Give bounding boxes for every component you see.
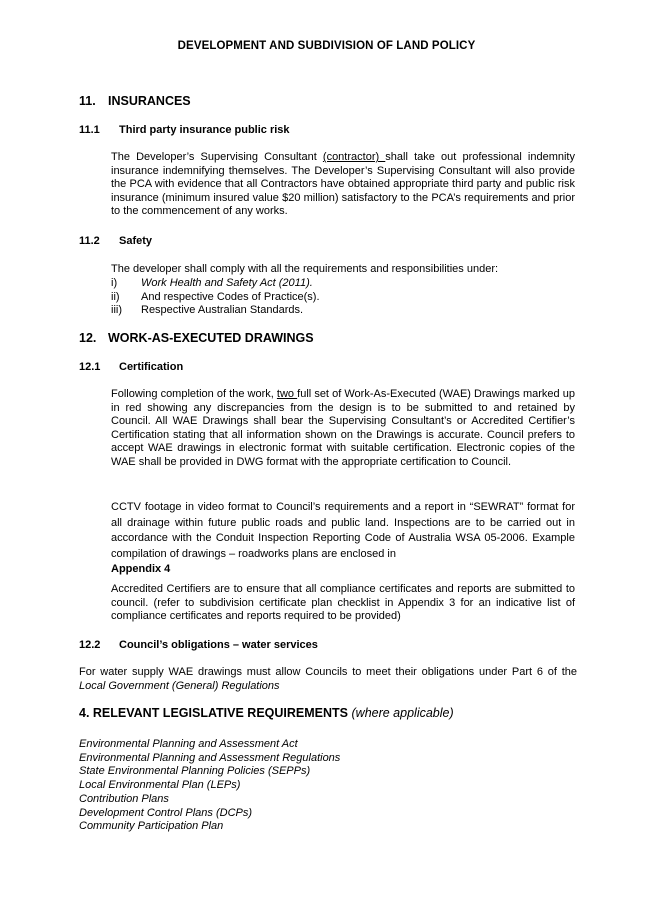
list-item: [111, 277, 313, 291]
section-12-1-heading: [79, 361, 183, 373]
section-11-1-heading: [79, 124, 290, 136]
list-text: And respective Codes of Practice(s).: [141, 291, 320, 303]
italic-text: Local Government (General) Regulations: [79, 679, 280, 692]
subsection-number: 11.1: [79, 124, 100, 136]
subsection-number: 12.2: [79, 639, 101, 651]
subsection-title: Council’s obligations – water services: [119, 639, 318, 651]
section-12-2-heading: [79, 639, 318, 651]
heading-note: (where applicable): [351, 706, 454, 720]
section-12-heading: [79, 331, 314, 345]
text-run: The Developer’s Supervising Consultant: [111, 151, 323, 163]
list-marker: ii): [111, 291, 120, 303]
legislation-item: Environmental Planning and Assessment Regulations: [79, 751, 341, 764]
subsection-number: 12.1: [79, 361, 101, 373]
legislation-item: Contribution Plans: [79, 792, 169, 805]
underlined-text: (contractor): [322, 151, 386, 163]
legislation-item: Development Control Plans (DCPs): [79, 806, 253, 819]
underlined-text: two: [276, 388, 298, 400]
document-title: DEVELOPMENT AND SUBDIVISION OF LAND POLICY: [177, 40, 476, 52]
section-title: INSURANCES: [108, 94, 191, 108]
text-run: For water supply WAE drawings must allow Councils to meet their obligations under Part 6 of the: [79, 666, 577, 678]
insurance-paragraph: [111, 151, 575, 219]
text-run: CCTV footage in video format to Council’s requirements and a report in “SEWRAT” format for all drainage within future public roads and public land. Inspections are to be carried out in accordance with the Conduit Inspection Reporting Code of Australia WSA 05-2006. Example compilation of drawings – roadworks plans are enclosed in: [111, 501, 575, 560]
accredited-certifiers-paragraph: Accredited Certifiers are to ensure that all compliance certificates and reports are submitted to council. (refer to subdivision certificate plan checklist in Appendix 3 for an indicative list of compliance certificates and reports required to be provided): [111, 583, 575, 623]
legislation-item: State Environmental Planning Policies (SEPPs): [79, 765, 311, 778]
list-item: [111, 291, 320, 305]
list-marker: i): [111, 277, 118, 289]
subsection-title: Safety: [119, 235, 153, 247]
list-text: Respective Australian Standards.: [141, 304, 304, 316]
water-services-paragraph: [79, 666, 577, 693]
subsection-title: Certification: [119, 361, 184, 373]
section-number: 11.: [79, 94, 96, 108]
section-11-2-heading: [79, 235, 152, 247]
section-number: 12.: [79, 331, 97, 345]
legislation-item: Community Participation Plan: [79, 820, 224, 833]
legislation-list: [79, 738, 340, 834]
safety-intro: The developer shall comply with all the requirements and responsibilities under:: [111, 263, 499, 275]
subsection-title: Third party insurance public risk: [119, 124, 290, 136]
subsection-number: 11.2: [79, 235, 100, 247]
certification-paragraph: [111, 388, 575, 470]
list-marker: iii): [111, 304, 122, 316]
text-run: shall take out professional indemnity insurance indemnifying themselves. The Developer’s Supervising Consultant will also provide the PCA with evidence that all Contractors have obtained appropriate third party and public risk insurance (minimum insured value $20 million) satisfactory to the PCA’s requirements and prior to the commencement of any works.: [111, 151, 575, 218]
section-title: WORK-AS-EXECUTED DRAWINGS: [108, 331, 314, 345]
list-text: Work Health and Safety Act (2011).: [141, 277, 313, 289]
legislative-requirements-heading: [79, 706, 454, 720]
cctv-paragraph: [111, 500, 575, 578]
section-11-heading: [79, 94, 191, 108]
section-title: 4. RELEVANT LEGISLATIVE REQUIREMENTS: [79, 706, 349, 720]
list-item: [111, 304, 303, 318]
legislation-item: Environmental Planning and Assessment Act: [79, 738, 298, 750]
appendix-reference: Appendix 4: [111, 563, 171, 575]
text-run: full set of Work-As-Executed (WAE) Drawings marked up in red showing any discrepancies from the design is to be submitted to and retained by Council. All WAE Drawings shall bear the Supervising Consultant’s or Accredited Certifier’s Certification stating that all information shown on the Drawings is accurate. Council prefers to accept WAE drawings in electronic format with suitable certification. Electronic copies of the WAE shall be provided in DWG format with the appropriate certification to Council.: [111, 388, 576, 468]
text-run: Following completion of the work,: [111, 388, 277, 400]
legislation-item: Local Environmental Plan (LEPs): [79, 779, 241, 792]
